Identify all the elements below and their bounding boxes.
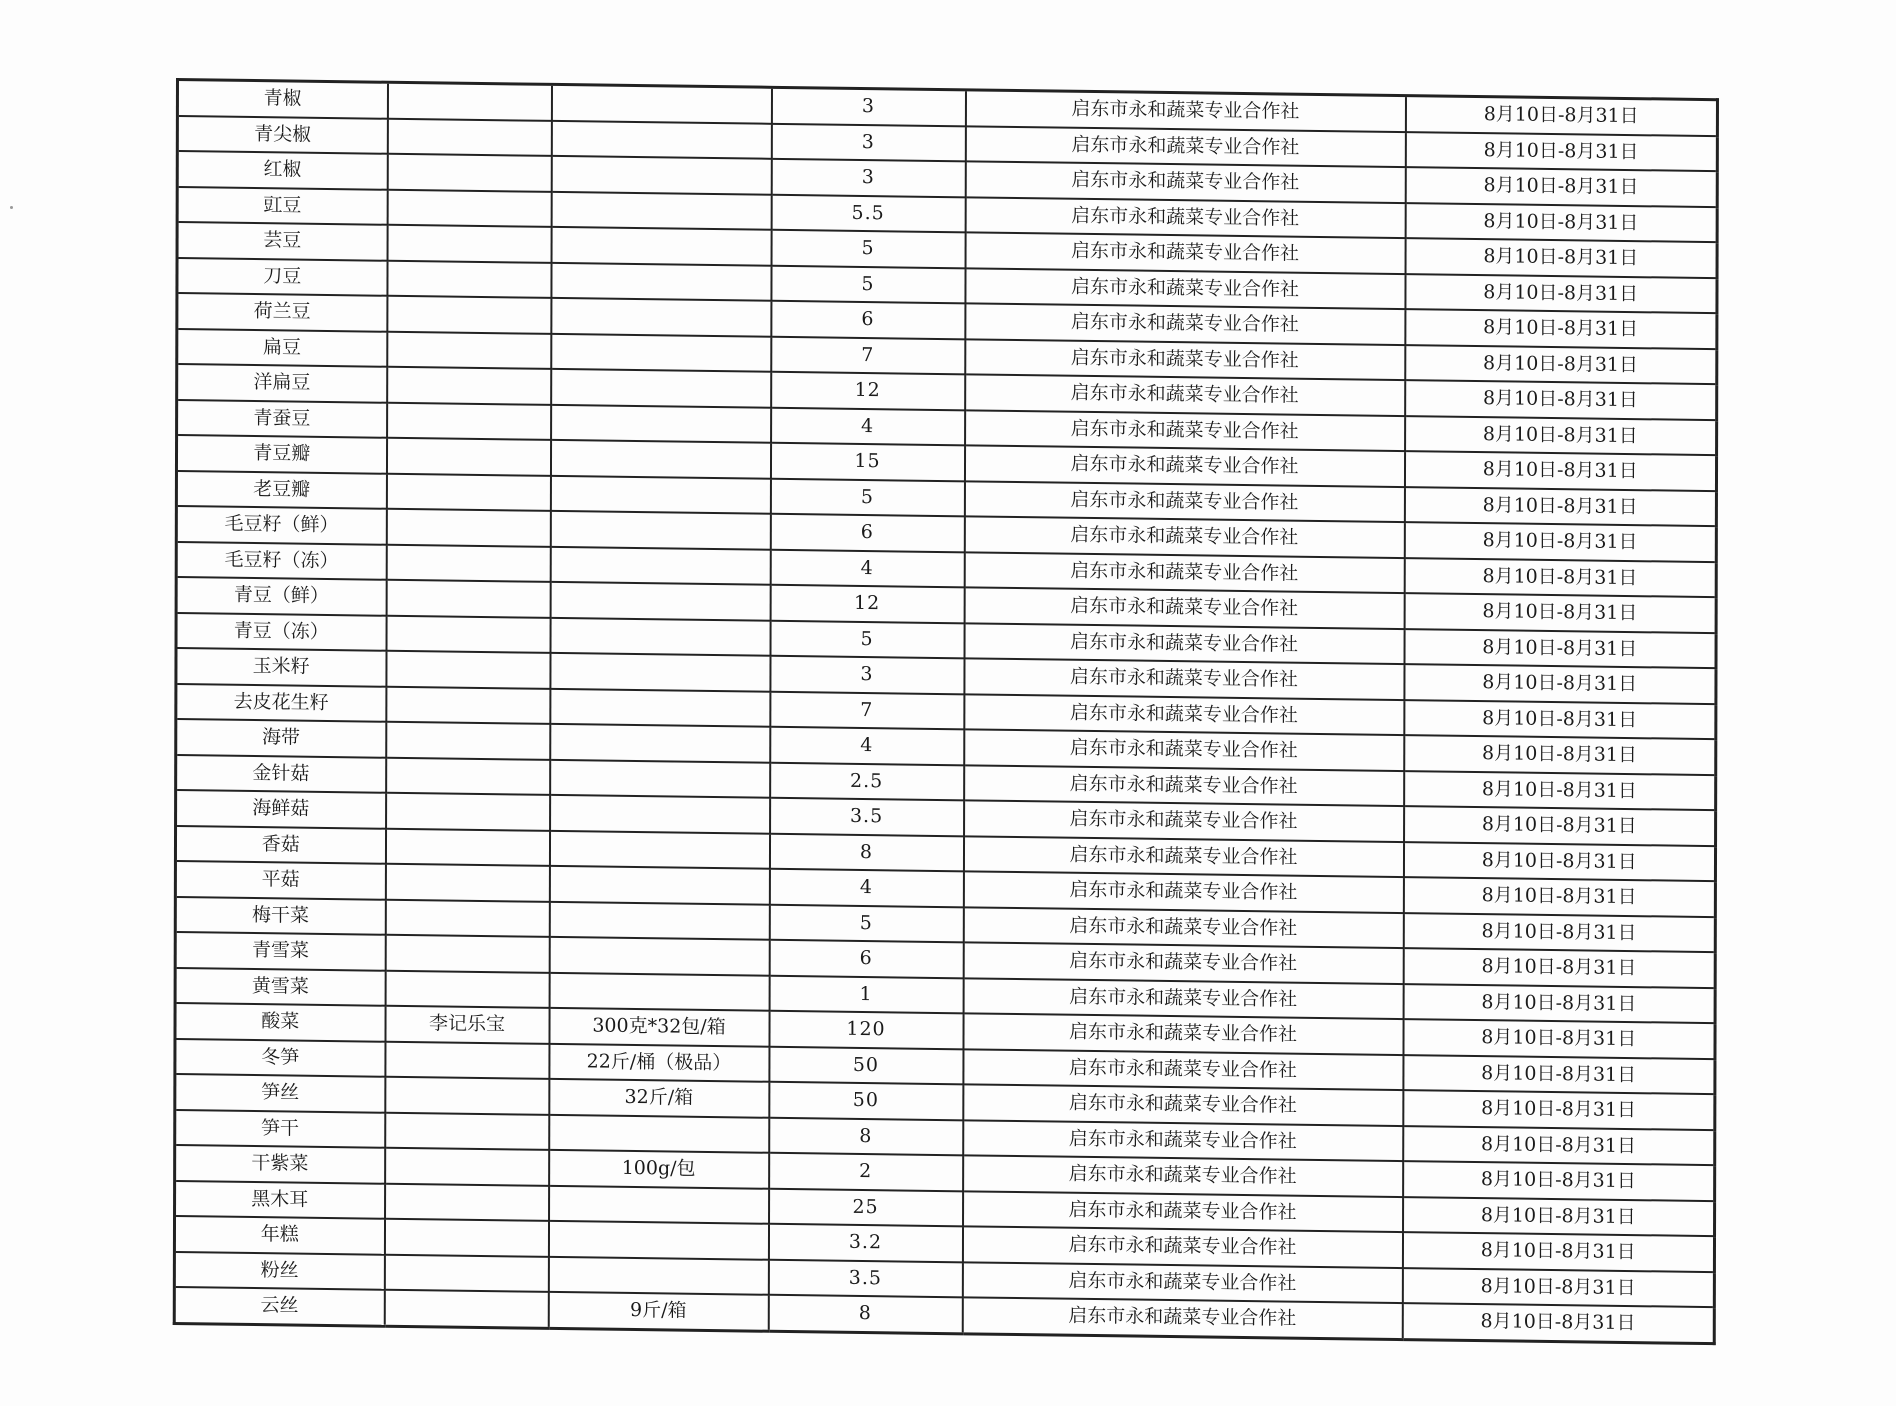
- spec-cell: [551, 227, 771, 265]
- brand-cell: [385, 1112, 549, 1150]
- spec-cell: 9斤/箱: [548, 1292, 768, 1331]
- brand-cell: [385, 1041, 549, 1079]
- supplier-cell: 启东市永和蔬菜专业合作社: [962, 1297, 1402, 1339]
- supplier-cell: 启东市永和蔬菜专业合作社: [964, 445, 1404, 486]
- product-name-cell: 青豆（鲜）: [176, 577, 386, 615]
- spec-cell: [548, 1221, 768, 1259]
- brand-cell: [384, 1290, 548, 1328]
- spec-cell: [551, 191, 771, 229]
- period-cell: 8月10日-8月31日: [1405, 274, 1717, 314]
- price-cell: 3: [770, 656, 964, 694]
- period-cell: 8月10日-8月31日: [1404, 806, 1716, 846]
- product-name-cell: 黑木耳: [175, 1180, 385, 1218]
- spec-cell: [551, 404, 771, 442]
- supplier-cell: 启东市永和蔬菜专业合作社: [963, 836, 1403, 877]
- product-name-cell: 毛豆籽（鲜）: [176, 506, 386, 544]
- price-cell: 4: [771, 407, 965, 445]
- supplier-cell: 启东市永和蔬菜专业合作社: [965, 197, 1405, 238]
- supplier-cell: 启东市永和蔬菜专业合作社: [964, 765, 1404, 806]
- price-cell: 8: [769, 833, 963, 871]
- price-cell: 50: [769, 1046, 963, 1084]
- product-name-cell: 青蚕豆: [177, 400, 387, 438]
- period-cell: 8月10日-8月31日: [1404, 522, 1716, 562]
- period-cell: 8月10日-8月31日: [1405, 380, 1717, 420]
- period-cell: 8月10日-8月31日: [1403, 877, 1715, 917]
- product-name-cell: 玉米籽: [176, 648, 386, 686]
- period-cell: 8月10日-8月31日: [1403, 913, 1715, 953]
- price-cell: 5.5: [771, 194, 965, 232]
- price-cell: 8: [768, 1295, 962, 1334]
- product-name-cell: 青豆（冻）: [176, 613, 386, 651]
- period-cell: 8月10日-8月31日: [1402, 1268, 1714, 1308]
- supplier-cell: 启东市永和蔬菜专业合作社: [963, 978, 1403, 1019]
- supplier-cell: 启东市永和蔬菜专业合作社: [965, 339, 1405, 380]
- period-cell: 8月10日-8月31日: [1403, 948, 1715, 988]
- period-cell: 8月10日-8月31日: [1403, 1090, 1715, 1130]
- product-name-cell: 去皮花生籽: [176, 684, 386, 722]
- price-cell: 3: [771, 159, 965, 197]
- product-name-cell: 冬笋: [175, 1038, 385, 1076]
- product-name-cell: 云丝: [174, 1287, 384, 1326]
- period-cell: 8月10日-8月31日: [1405, 238, 1717, 278]
- supplier-cell: 启东市永和蔬菜专业合作社: [965, 303, 1405, 344]
- supplier-cell: 启东市永和蔬菜专业合作社: [964, 729, 1404, 770]
- supplier-cell: 启东市永和蔬菜专业合作社: [963, 1013, 1403, 1054]
- price-cell: 6: [771, 301, 965, 339]
- period-cell: 8月10日-8月31日: [1403, 984, 1715, 1024]
- product-name-cell: 扁豆: [177, 329, 387, 367]
- spec-cell: [550, 688, 770, 726]
- supplier-cell: 启东市永和蔬菜专业合作社: [964, 800, 1404, 841]
- supplier-cell: 启东市永和蔬菜专业合作社: [962, 1226, 1402, 1267]
- brand-cell: [387, 82, 551, 120]
- spec-cell: [549, 830, 769, 868]
- price-cell: 3.5: [768, 1259, 962, 1297]
- brand-cell: [387, 189, 551, 227]
- supplier-cell: 启东市永和蔬菜专业合作社: [963, 1120, 1403, 1161]
- product-name-cell: 香菇: [175, 825, 385, 863]
- product-name-cell: 芸豆: [177, 222, 387, 260]
- price-cell: 3.2: [768, 1224, 962, 1262]
- supplier-cell: 启东市永和蔬菜专业合作社: [965, 268, 1405, 309]
- spec-cell: [551, 120, 771, 158]
- product-name-cell: 洋扁豆: [177, 364, 387, 402]
- supplier-cell: 启东市永和蔬菜专业合作社: [964, 658, 1404, 699]
- supplier-cell: 启东市永和蔬菜专业合作社: [962, 1262, 1402, 1303]
- product-name-cell: 粉丝: [174, 1251, 384, 1289]
- price-cell: 50: [769, 1082, 963, 1120]
- period-cell: 8月10日-8月31日: [1403, 1126, 1715, 1166]
- brand-cell: [386, 793, 550, 831]
- product-name-cell: 红椒: [177, 151, 387, 189]
- price-cell: 3: [771, 87, 965, 126]
- brand-cell: [386, 686, 550, 724]
- supplier-cell: 启东市永和蔬菜专业合作社: [963, 1084, 1403, 1125]
- brand-cell: [387, 367, 551, 405]
- scan-speck: [10, 206, 13, 209]
- brand-cell: [384, 1254, 548, 1292]
- period-cell: 8月10日-8月31日: [1402, 1303, 1714, 1343]
- spec-cell: [550, 511, 770, 549]
- product-name-cell: 干紫菜: [175, 1145, 385, 1183]
- product-name-cell: 老豆瓣: [176, 471, 386, 509]
- product-name-cell: 金针菇: [176, 754, 386, 792]
- brand-cell: [386, 438, 550, 476]
- product-name-cell: 青雪菜: [175, 932, 385, 970]
- supplier-cell: 启东市永和蔬菜专业合作社: [963, 1155, 1403, 1196]
- period-cell: 8月10日-8月31日: [1404, 664, 1716, 704]
- period-cell: 8月10日-8月31日: [1404, 593, 1716, 633]
- spec-cell: [551, 298, 771, 336]
- period-cell: 8月10日-8月31日: [1404, 451, 1716, 491]
- spec-cell: [548, 1256, 768, 1294]
- product-name-cell: 青豆瓣: [176, 435, 386, 473]
- price-cell: 2: [769, 1153, 963, 1191]
- period-cell: 8月10日-8月31日: [1402, 1232, 1714, 1272]
- price-cell: 1: [769, 975, 963, 1013]
- price-cell: 6: [770, 514, 964, 552]
- period-cell: 8月10日-8月31日: [1403, 842, 1715, 882]
- period-cell: 8月10日-8月31日: [1405, 309, 1717, 349]
- brand-cell: [385, 1077, 549, 1115]
- spec-cell: [550, 653, 770, 691]
- product-name-cell: 酸菜: [175, 1003, 385, 1041]
- supplier-cell: 启东市永和蔬菜专业合作社: [964, 552, 1404, 593]
- product-name-cell: 毛豆籽（冻）: [176, 542, 386, 580]
- price-cell: 5: [769, 904, 963, 942]
- price-cell: 7: [771, 336, 965, 374]
- period-cell: 8月10日-8月31日: [1405, 167, 1717, 207]
- supplier-cell: 启东市永和蔬菜专业合作社: [965, 126, 1405, 167]
- brand-cell: [387, 225, 551, 263]
- product-name-cell: 笋丝: [175, 1074, 385, 1112]
- price-cell: 5: [770, 620, 964, 658]
- period-cell: 8月10日-8月31日: [1403, 1197, 1715, 1237]
- product-name-cell: 豇豆: [177, 187, 387, 225]
- spec-cell: 300克*32包/箱: [549, 1008, 769, 1046]
- spec-cell: [550, 617, 770, 655]
- spec-cell: 32斤/箱: [549, 1079, 769, 1117]
- supplier-cell: 启东市永和蔬菜专业合作社: [963, 871, 1403, 912]
- spec-cell: [549, 901, 769, 939]
- period-cell: 8月10日-8月31日: [1404, 629, 1716, 669]
- brand-cell: [384, 1219, 548, 1257]
- brand-cell: [386, 757, 550, 795]
- supplier-cell: 启东市永和蔬菜专业合作社: [965, 410, 1405, 451]
- product-name-cell: 青尖椒: [177, 116, 387, 154]
- table-body: [174, 80, 1717, 1344]
- supplier-cell: 启东市永和蔬菜专业合作社: [965, 232, 1405, 273]
- product-name-cell: 青椒: [177, 80, 387, 119]
- period-cell: 8月10日-8月31日: [1405, 345, 1717, 385]
- spec-cell: [550, 582, 770, 620]
- spec-cell: [549, 937, 769, 975]
- period-cell: 8月10日-8月31日: [1404, 771, 1716, 811]
- supplier-cell: 启东市永和蔬菜专业合作社: [964, 694, 1404, 735]
- price-cell: 25: [769, 1188, 963, 1226]
- price-cell: 120: [769, 1011, 963, 1049]
- price-cell: 3.5: [770, 798, 964, 836]
- supplier-cell: 启东市永和蔬菜专业合作社: [964, 481, 1404, 522]
- price-cell: 3: [771, 123, 965, 161]
- price-cell: 4: [770, 549, 964, 587]
- product-name-cell: 年糕: [174, 1216, 384, 1254]
- period-cell: 8月10日-8月31日: [1405, 203, 1717, 243]
- spec-cell: [550, 795, 770, 833]
- brand-cell: [385, 935, 549, 973]
- period-cell: 8月10日-8月31日: [1403, 1019, 1715, 1059]
- spec-cell: [551, 262, 771, 300]
- supplier-cell: 启东市永和蔬菜专业合作社: [963, 907, 1403, 948]
- brand-cell: [385, 1183, 549, 1221]
- price-cell: 2.5: [770, 762, 964, 800]
- spec-cell: [551, 333, 771, 371]
- brand-cell: [385, 864, 549, 902]
- spec-cell: 22斤/桶（极品）: [549, 1043, 769, 1081]
- spec-cell: [550, 475, 770, 513]
- supplier-cell: 启东市永和蔬菜专业合作社: [963, 1191, 1403, 1232]
- brand-cell: [386, 544, 550, 582]
- spec-cell: [551, 84, 771, 123]
- spec-cell: [551, 156, 771, 194]
- spec-cell: [550, 759, 770, 797]
- supplier-cell: 启东市永和蔬菜专业合作社: [964, 587, 1404, 628]
- brand-cell: [387, 118, 551, 156]
- brand-cell: [385, 899, 549, 937]
- spec-cell: [550, 546, 770, 584]
- brand-cell: [385, 1148, 549, 1186]
- product-name-cell: 海鲜菇: [176, 790, 386, 828]
- period-cell: 8月10日-8月31日: [1404, 735, 1716, 775]
- price-cell: 4: [769, 869, 963, 907]
- brand-cell: [386, 722, 550, 760]
- price-cell: 8: [769, 1117, 963, 1155]
- product-name-cell: 荷兰豆: [177, 293, 387, 331]
- spec-cell: [550, 724, 770, 762]
- price-cell: 6: [769, 940, 963, 978]
- brand-cell: [385, 970, 549, 1008]
- brand-cell: [387, 402, 551, 440]
- period-cell: 8月10日-8月31日: [1404, 558, 1716, 598]
- price-cell: 5: [770, 478, 964, 516]
- brand-cell: [387, 296, 551, 334]
- supplier-cell: 启东市永和蔬菜专业合作社: [965, 161, 1405, 202]
- brand-cell: [386, 615, 550, 653]
- period-cell: 8月10日-8月31日: [1403, 1055, 1715, 1095]
- product-name-cell: 海带: [176, 719, 386, 757]
- period-cell: 8月10日-8月31日: [1405, 416, 1717, 456]
- price-cell: 5: [771, 265, 965, 303]
- supplier-cell: 启东市永和蔬菜专业合作社: [965, 374, 1405, 415]
- price-cell: 12: [771, 372, 965, 410]
- spec-cell: [549, 1114, 769, 1152]
- product-name-cell: 梅干菜: [175, 896, 385, 934]
- supplier-cell: 启东市永和蔬菜专业合作社: [964, 516, 1404, 557]
- spec-cell: [549, 866, 769, 904]
- brand-cell: [387, 331, 551, 369]
- price-cell: 4: [770, 727, 964, 765]
- supplier-cell: 启东市永和蔬菜专业合作社: [963, 942, 1403, 983]
- price-cell: 12: [770, 585, 964, 623]
- period-cell: 8月10日-8月31日: [1405, 96, 1717, 136]
- period-cell: 8月10日-8月31日: [1405, 132, 1717, 172]
- spec-cell: [549, 972, 769, 1010]
- price-table: [173, 78, 1719, 1345]
- supplier-cell: 启东市永和蔬菜专业合作社: [965, 90, 1405, 132]
- brand-cell: [385, 828, 549, 866]
- period-cell: 8月10日-8月31日: [1404, 487, 1716, 527]
- supplier-cell: 启东市永和蔬菜专业合作社: [963, 1049, 1403, 1090]
- product-name-cell: 黄雪菜: [175, 967, 385, 1005]
- supplier-cell: 启东市永和蔬菜专业合作社: [964, 623, 1404, 664]
- brand-cell: [386, 509, 550, 547]
- spec-cell: [549, 1185, 769, 1223]
- brand-cell: [386, 473, 550, 511]
- brand-cell: [387, 154, 551, 192]
- period-cell: 8月10日-8月31日: [1403, 1161, 1715, 1201]
- product-name-cell: 刀豆: [177, 258, 387, 296]
- period-cell: 8月10日-8月31日: [1404, 700, 1716, 740]
- brand-cell: [386, 580, 550, 618]
- price-cell: 5: [771, 230, 965, 268]
- spec-cell: [550, 440, 770, 478]
- product-name-cell: 笋干: [175, 1109, 385, 1147]
- spec-cell: [551, 369, 771, 407]
- product-name-cell: 平菇: [175, 861, 385, 899]
- brand-cell: [386, 651, 550, 689]
- spec-cell: 100g/包: [549, 1150, 769, 1188]
- brand-cell: [387, 260, 551, 298]
- brand-cell: 李记乐宝: [385, 1006, 549, 1044]
- price-cell: 7: [770, 691, 964, 729]
- price-cell: 15: [770, 443, 964, 481]
